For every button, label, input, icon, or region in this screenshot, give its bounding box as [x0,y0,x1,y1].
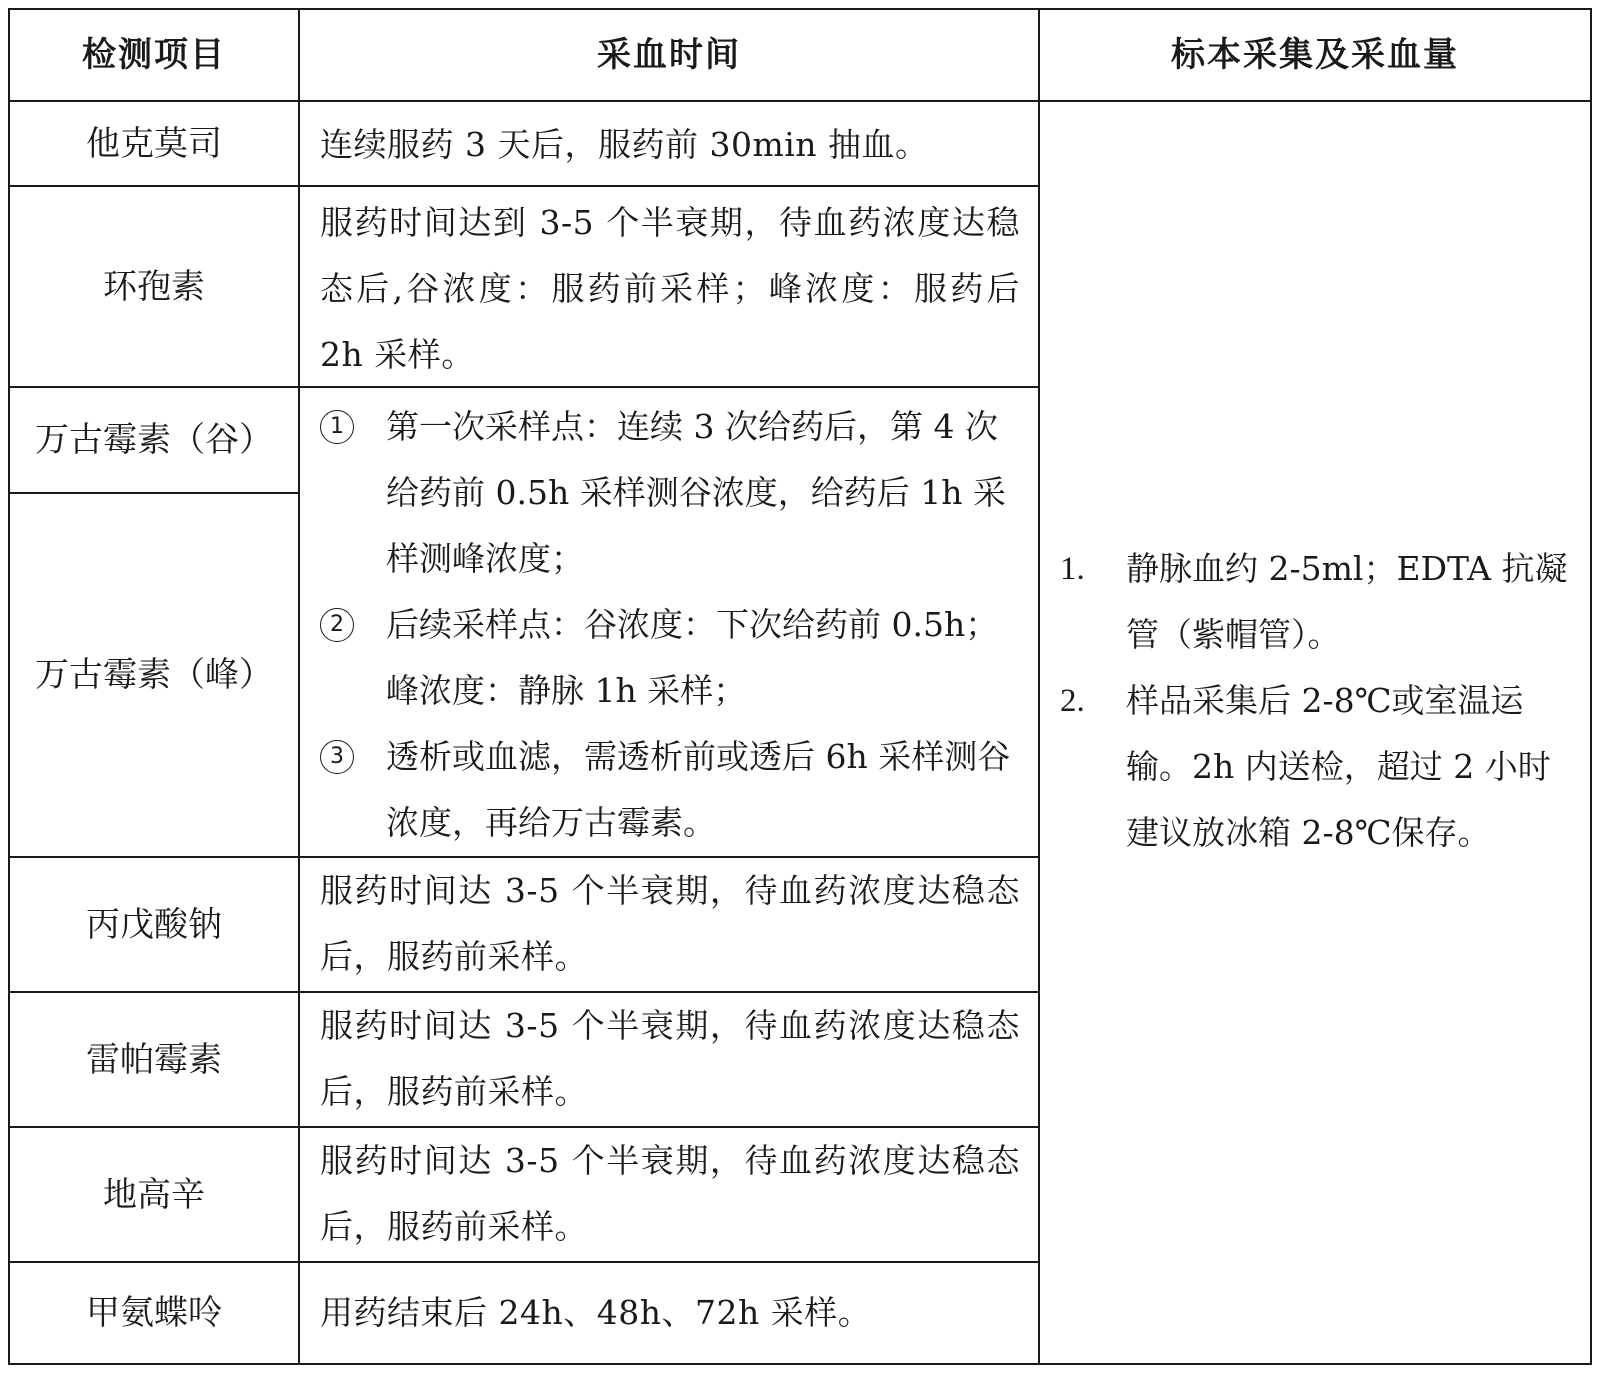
timing-sirolimus: 服药时间达 3-5 个半衰期，待血药浓度达稳态后，服药前采样。 [320,1006,1020,1111]
item-vancomycin-peak: 万古霉素（峰） [35,655,273,695]
header-test-item: 检测项目 [82,35,226,75]
item-vancomycin-trough: 万古霉素（谷） [35,420,273,460]
circled-number-3: 3 [320,740,354,774]
specimen-note-2: 样品采集后 2-8℃或室温运输。2h 内送检，超过 2 小时建议放冰箱 2-8℃保存。 [1126,681,1551,852]
specimen-number-1: 1. [1060,551,1085,587]
header-sampling-time: 采血时间 [597,35,741,75]
timing-digoxin: 服药时间达 3-5 个半衰期，待血药浓度达稳态后，服药前采样。 [320,1141,1020,1246]
circled-number-1: 1 [320,410,354,444]
item-tacrolimus: 他克莫司 [86,123,222,164]
item-digoxin: 地高辛 [103,1174,205,1215]
item-sirolimus: 雷帕霉素 [86,1039,222,1080]
specimen-number-2: 2. [1060,683,1085,719]
specimen-note-1: 静脉血约 2-5ml；EDTA 抗凝管（紫帽管）。 [1126,549,1568,654]
border-bottom [8,1363,1592,1365]
col-divider-2 [1038,8,1040,1365]
vancomycin-step-2: 后续采样点：谷浓度：下次给药前 0.5h；峰浓度：静脉 1h 采样； [386,605,999,710]
vancomycin-step-3: 透析或血滤，需透析前或透后 6h 采样测谷浓度，再给万古霉素。 [386,737,1011,842]
border-right [1590,8,1592,1365]
tdm-sampling-table [8,8,1592,1365]
vancomycin-step-1: 第一次采样点：连续 3 次给药后，第 4 次给药前 0.5h 采样测谷浓度，给药后 1h 采样测峰浓度； [386,407,1006,578]
circled-number-2: 2 [320,608,354,642]
item-methotrexate: 甲氨蝶呤 [86,1293,222,1333]
col-divider-1 [298,8,300,1365]
timing-valproate: 服药时间达 3-5 个半衰期，待血药浓度达稳态后，服药前采样。 [320,871,1020,976]
timing-tacrolimus: 连续服药 3 天后，服药前 30min 抽血。 [320,125,929,164]
item-cyclosporine: 环孢素 [103,266,205,307]
timing-methotrexate: 用药结束后 24h、48h、72h 采样。 [320,1293,872,1332]
timing-cyclosporine: 服药时间达到 3-5 个半衰期，待血药浓度达稳态后,谷浓度：服药前采样；峰浓度：服药后 2h 采样。 [320,203,1020,374]
header-specimen: 标本采集及采血量 [1171,35,1459,75]
item-valproate: 丙戊酸钠 [86,904,222,945]
